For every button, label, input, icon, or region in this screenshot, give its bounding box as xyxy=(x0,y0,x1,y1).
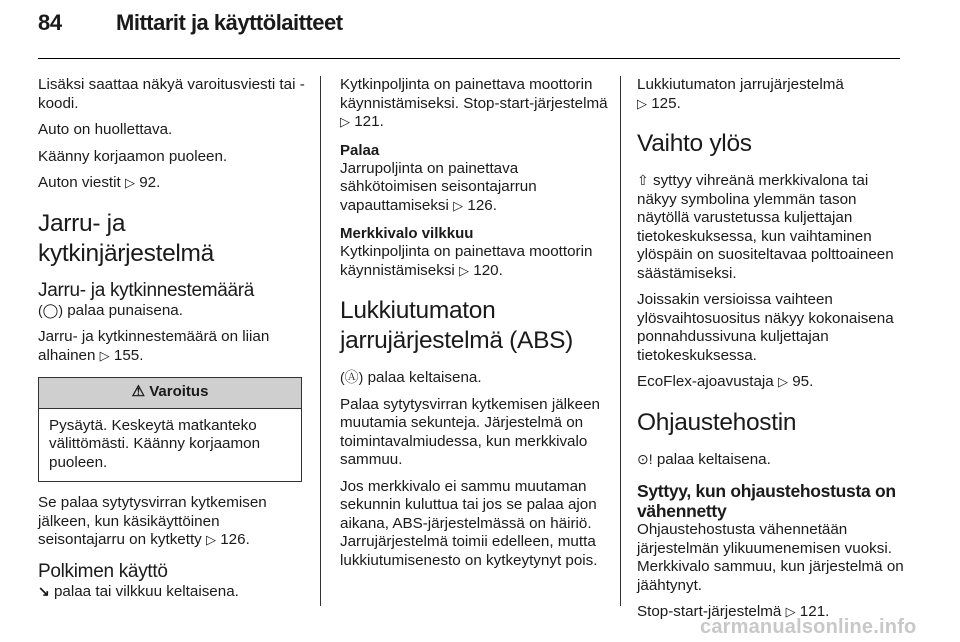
subsection-heading: Polkimen käyttö xyxy=(38,560,168,582)
paragraph xyxy=(38,301,306,321)
text: Kytkinpoljinta on painettava moottorin käynnistämiseksi xyxy=(340,243,593,279)
column-2 xyxy=(340,76,608,578)
paragraph xyxy=(38,494,306,550)
section-heading: Ohjaustehostin xyxy=(637,408,797,436)
paragraph xyxy=(637,373,905,392)
text: palaa punaisena. xyxy=(67,301,183,319)
paragraph xyxy=(340,368,608,388)
text: Jarrupoljinta on painettava sähkötoimisen seisontajarrun vapauttamiseksi xyxy=(340,159,537,214)
text: palaa keltaisena. xyxy=(656,450,771,468)
text: Kytkinpoljinta on painettava moottorin käynnistämiseksi. Stop-start-järjestelmä xyxy=(340,76,608,112)
paragraph: Jos merkkivalo ei sammu muutaman sekunnin kuluttua tai jos se palaa ajon aikana, ABS-järjestelmässä on häiriö. Jarrujärjestelmä toimii edelleen, mutta lukkiutumisenesto on kytkeytynyt pois. xyxy=(340,477,598,569)
text: syttyy vihreänä merkkivalona tai näkyy symbolina ylemmän tason näytöllä varustetussa kuljettajan tietokeskuksessa, kun vaihtaminen ylöspäin on suositeltavaa polttoaineen säästämiseksi. xyxy=(637,172,894,282)
paragraph: Lisäksi saattaa näkyä varoitusviesti tai -koodi. xyxy=(38,76,305,112)
page-ref: 155. xyxy=(113,346,144,364)
paragraph: Käänny korjaamon puoleen. xyxy=(38,147,228,165)
watermark: carmanualsonline.info xyxy=(700,616,917,638)
subsection-heading: Palaa xyxy=(340,141,380,159)
page-ref: 92. xyxy=(139,174,161,191)
paragraph xyxy=(340,76,608,132)
paragraph xyxy=(38,174,306,193)
subsection-heading: Jarru- ja kytkinnestemäärä xyxy=(38,279,255,301)
page-title: Mittarit ja käyttölaitteet xyxy=(116,10,343,35)
ref-arrow-icon: ▷ xyxy=(459,262,470,278)
text: Jarru- ja kytkinnestemäärä on liian alhainen xyxy=(38,328,270,364)
page-ref: 125. xyxy=(651,94,681,112)
column-divider xyxy=(320,76,321,606)
ref-arrow-icon: ▷ xyxy=(124,175,135,190)
text: Se palaa sytytysvirran kytkemisen jälkeen, kun käsikäyttöinen seisontajarru on kytketty xyxy=(38,494,267,548)
subsection-heading: Merkkivalo vilkkuu xyxy=(340,225,474,242)
paragraph xyxy=(637,171,905,283)
page-ref: 95. xyxy=(792,373,814,390)
section-heading: Jarru- ja kytkinjärjestelmä xyxy=(38,209,214,267)
paragraph xyxy=(637,450,905,470)
header-rule xyxy=(38,58,900,59)
warning-title: Varoitus xyxy=(149,383,209,400)
paragraph xyxy=(38,328,306,365)
column-3 xyxy=(637,76,905,630)
text: Auton viestit xyxy=(38,174,121,191)
warning-box xyxy=(38,377,302,482)
section-heading: Vaihto ylös xyxy=(637,130,752,157)
warning-header xyxy=(39,378,301,409)
column-divider xyxy=(620,76,621,606)
paragraph: Ohjaustehostusta vähennetään järjestelmän ylikuumenemisen vuoksi. Merkkivalo sammuu, kun järjestelmä on jäähtynyt. xyxy=(637,521,904,594)
paragraph xyxy=(637,76,905,113)
warning-body: Pysäytä. Keskeytä matkanteko välittömästi. Käänny korjaamon puoleen. xyxy=(49,416,261,471)
paragraph xyxy=(340,160,608,216)
brake-warning-icon: (◯) xyxy=(38,301,63,318)
warning-triangle-icon: ⚠ xyxy=(131,383,146,400)
paragraph: Joissakin versioissa vaihteen ylösvaihtosuositus näkyy kokonaisena ponnahdussivuna kuljettajan tietokeskuksessa. xyxy=(637,291,894,364)
ref-arrow-icon: ▷ xyxy=(340,114,350,129)
steering-warning-icon: ⊙! xyxy=(637,450,653,467)
ref-arrow-icon: ▷ xyxy=(637,95,647,111)
paragraph xyxy=(340,243,608,280)
text: EcoFlex-ajoavustaja xyxy=(637,373,774,390)
section-heading: Lukkiutumaton jarrujärjestelmä (ABS) xyxy=(340,297,574,354)
page-ref: 120. xyxy=(473,261,503,279)
page-ref: 121. xyxy=(354,113,384,130)
page-ref: 126. xyxy=(467,196,497,214)
paragraph: Palaa sytytysvirran kytkemisen jälkeen muutamia sekunteja. Järjestelmä on toimintavalmiudessa, kun merkkivalo sammuu. xyxy=(340,395,600,468)
shift-up-icon: ⇧ xyxy=(637,172,649,188)
paragraph xyxy=(38,582,306,602)
paragraph: Auto on huollettava. xyxy=(38,121,173,138)
ref-arrow-icon: ▷ xyxy=(99,347,110,363)
ref-arrow-icon: ▷ xyxy=(785,604,796,619)
ref-arrow-icon: ▷ xyxy=(453,197,464,213)
page-number: 84 xyxy=(38,10,62,35)
ref-arrow-icon: ▷ xyxy=(206,532,216,547)
text: palaa tai vilkkuu keltaisena. xyxy=(53,582,239,600)
abs-icon: (Ⓐ) xyxy=(340,369,364,385)
column-1 xyxy=(38,76,306,609)
ref-arrow-icon: ▷ xyxy=(778,374,788,389)
text: palaa keltaisena. xyxy=(367,369,482,386)
text: Stop-start-järjestelmä xyxy=(637,603,782,620)
text: Lukkiutumaton jarrujärjestelmä xyxy=(637,76,844,93)
page-ref: 126. xyxy=(220,531,250,548)
pedal-icon: ↘ xyxy=(38,582,50,599)
page-ref: 121. xyxy=(799,603,830,620)
subsection-heading: Syttyy, kun ohjaustehostusta on vähennetty xyxy=(637,481,896,521)
